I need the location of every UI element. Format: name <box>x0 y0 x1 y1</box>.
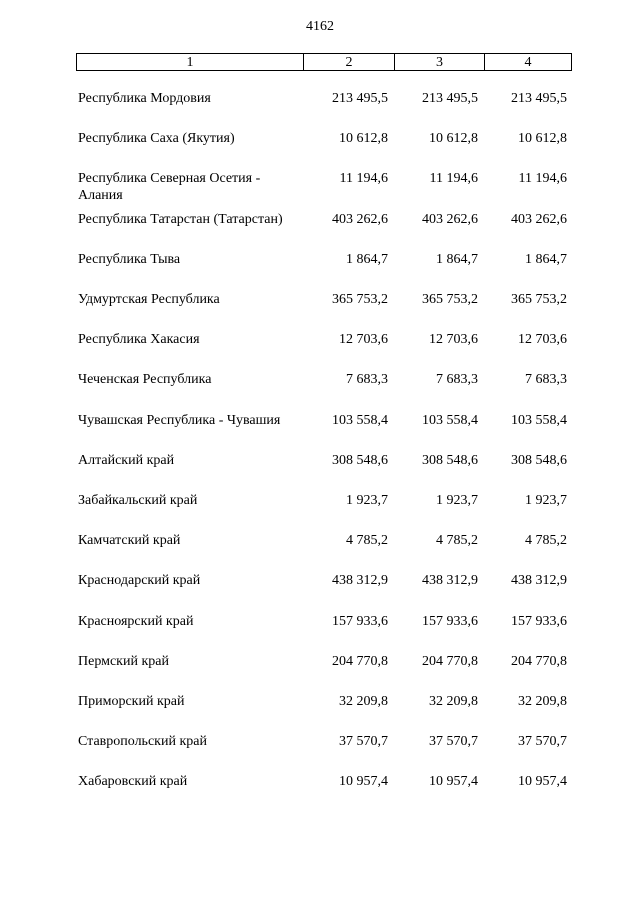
value-col-2: 213 495,5 <box>332 91 388 106</box>
page-number: 4162 <box>306 19 334 34</box>
region-name: Удмуртская Республика <box>78 292 220 307</box>
region-name: Красноярский край <box>78 614 194 629</box>
region-name: Республика Саха (Якутия) <box>78 131 235 146</box>
region-name: Республика Хакасия <box>78 332 200 347</box>
value-col-4: 32 209,8 <box>518 694 567 709</box>
value-col-4: 11 194,6 <box>518 171 567 186</box>
value-col-2: 12 703,6 <box>339 332 388 347</box>
value-col-4: 12 703,6 <box>518 332 567 347</box>
value-col-3: 10 957,4 <box>429 774 478 789</box>
value-col-4: 10 612,8 <box>518 131 567 146</box>
value-col-2: 1 864,7 <box>346 252 388 267</box>
table-row <box>0 572 640 612</box>
value-col-2: 1 923,7 <box>346 493 388 508</box>
value-col-4: 103 558,4 <box>511 413 567 428</box>
value-col-3: 213 495,5 <box>422 91 478 106</box>
region-name: Краснодарский край <box>78 573 201 588</box>
value-col-3: 7 683,3 <box>436 372 478 387</box>
header-col-3: 3 <box>395 54 485 70</box>
table-row <box>0 693 640 733</box>
value-col-4: 10 957,4 <box>518 774 567 789</box>
value-col-3: 403 262,6 <box>422 212 478 227</box>
region-name: Республика Мордовия <box>78 91 211 106</box>
value-col-3: 438 312,9 <box>422 573 478 588</box>
value-col-2: 103 558,4 <box>332 413 388 428</box>
value-col-2: 204 770,8 <box>332 654 388 669</box>
value-col-2: 32 209,8 <box>339 694 388 709</box>
value-col-4: 4 785,2 <box>525 533 567 548</box>
table-row <box>0 773 640 813</box>
value-col-3: 12 703,6 <box>429 332 478 347</box>
value-col-4: 157 933,6 <box>511 614 567 629</box>
value-col-4: 403 262,6 <box>511 212 567 227</box>
value-col-2: 10 612,8 <box>339 131 388 146</box>
value-col-2: 438 312,9 <box>332 573 388 588</box>
value-col-2: 11 194,6 <box>339 171 388 186</box>
value-col-2: 7 683,3 <box>346 372 388 387</box>
table-row <box>0 170 640 210</box>
table-row <box>0 251 640 291</box>
value-col-4: 213 495,5 <box>511 91 567 106</box>
table-row <box>0 371 640 411</box>
value-col-2: 10 957,4 <box>339 774 388 789</box>
region-name: Республика Северная Осетия - Алания <box>78 171 261 203</box>
table-row <box>0 412 640 452</box>
table-header <box>76 53 572 71</box>
value-col-4: 1 923,7 <box>525 493 567 508</box>
value-col-3: 1 923,7 <box>436 493 478 508</box>
region-name: Республика Тыва <box>78 252 181 267</box>
region-name: Пермский край <box>78 654 169 669</box>
value-col-4: 37 570,7 <box>518 734 567 749</box>
header-col-1: 1 <box>77 54 304 70</box>
value-col-3: 37 570,7 <box>429 734 478 749</box>
region-name: Приморский край <box>78 694 185 709</box>
table-row <box>0 733 640 773</box>
value-col-4: 438 312,9 <box>511 573 567 588</box>
region-name: Ставропольский край <box>78 734 207 749</box>
value-col-2: 157 933,6 <box>332 614 388 629</box>
table-row <box>0 653 640 693</box>
table-row <box>0 452 640 492</box>
region-name: Республика Татарстан (Татарстан) <box>78 212 283 227</box>
table-row <box>0 492 640 532</box>
value-col-3: 4 785,2 <box>436 533 478 548</box>
table-row <box>0 130 640 170</box>
table-row <box>0 90 640 130</box>
header-col-2: 2 <box>304 54 395 70</box>
table-row <box>0 331 640 371</box>
table-row <box>0 613 640 653</box>
table-row <box>0 211 640 251</box>
table-row <box>0 532 640 572</box>
value-col-3: 10 612,8 <box>429 131 478 146</box>
value-col-4: 204 770,8 <box>511 654 567 669</box>
region-name: Хабаровский край <box>78 774 188 789</box>
value-col-3: 157 933,6 <box>422 614 478 629</box>
region-name: Забайкальский край <box>78 493 198 508</box>
value-col-4: 7 683,3 <box>525 372 567 387</box>
value-col-3: 308 548,6 <box>422 453 478 468</box>
table-row <box>0 291 640 331</box>
value-col-3: 103 558,4 <box>422 413 478 428</box>
value-col-3: 32 209,8 <box>429 694 478 709</box>
region-name: Чувашская Республика - Чувашия <box>78 413 281 428</box>
value-col-3: 365 753,2 <box>422 292 478 307</box>
value-col-2: 403 262,6 <box>332 212 388 227</box>
value-col-3: 11 194,6 <box>429 171 478 186</box>
header-col-4: 4 <box>524 55 532 70</box>
value-col-2: 37 570,7 <box>339 734 388 749</box>
value-col-4: 365 753,2 <box>511 292 567 307</box>
value-col-3: 204 770,8 <box>422 654 478 669</box>
value-col-3: 1 864,7 <box>436 252 478 267</box>
region-name: Камчатский край <box>78 533 181 548</box>
value-col-2: 308 548,6 <box>332 453 388 468</box>
value-col-4: 1 864,7 <box>525 252 567 267</box>
value-col-2: 365 753,2 <box>332 292 388 307</box>
value-col-4: 308 548,6 <box>511 453 567 468</box>
region-name: Чеченская Республика <box>78 372 212 387</box>
value-col-2: 4 785,2 <box>346 533 388 548</box>
region-name: Алтайский край <box>78 453 175 468</box>
